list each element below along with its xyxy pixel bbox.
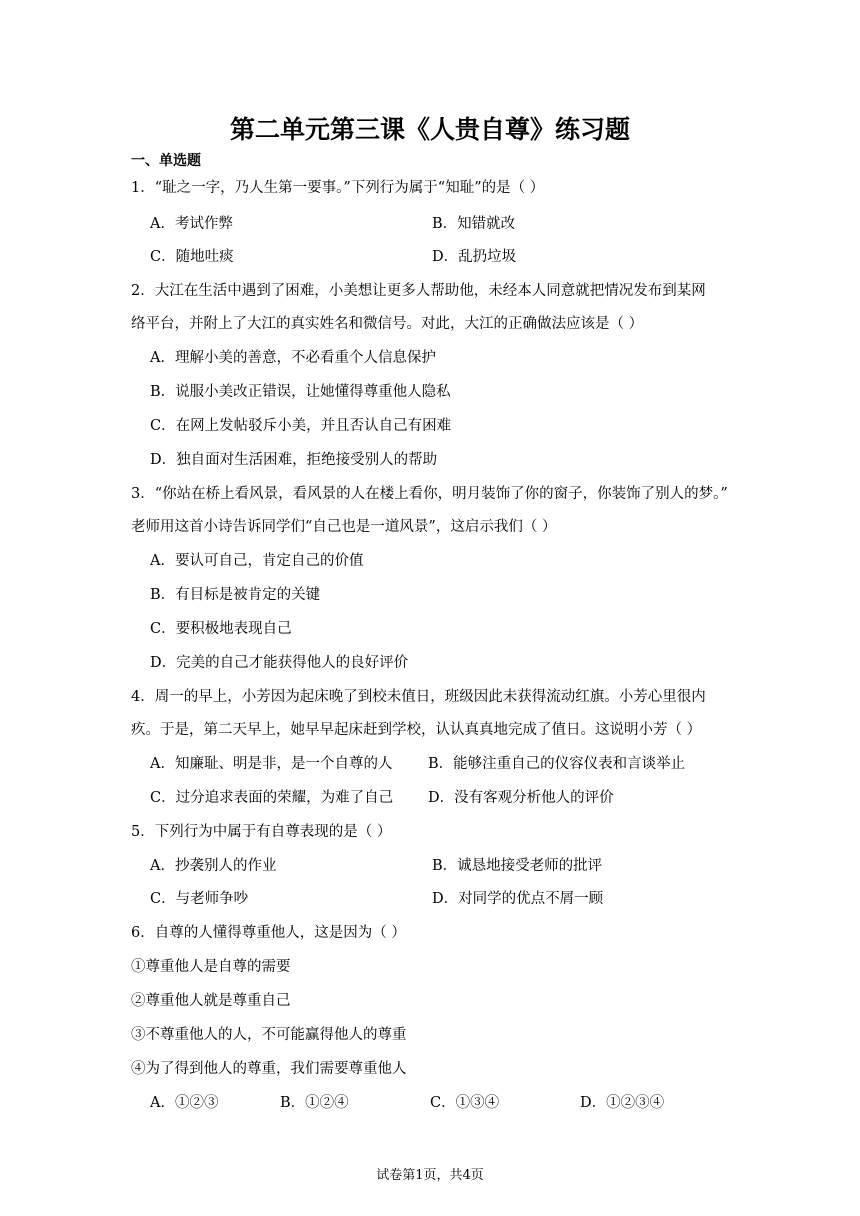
question-2-option-a: A．理解小美的善意，不必看重个人信息保护 <box>150 350 436 366</box>
question-6-option-a: A．①②③ <box>150 1095 219 1111</box>
question-1-option-b: B．知错就改 <box>432 216 516 232</box>
question-2-stem-line-2: 络平台，并附上了大江的真实姓名和微信号。对此，大江的正确做法应该是（ ） <box>131 316 644 332</box>
question-6-option-d: D．①②③④ <box>580 1095 665 1111</box>
page-footer: 试卷第1页，共4页 <box>376 1168 484 1183</box>
question-6-option-c: C．①③④ <box>430 1095 500 1111</box>
question-6-statement-3: ③不尊重他人的人，不可能赢得他人的尊重 <box>131 1027 407 1043</box>
question-5-option-d: D．对同学的优点不屑一顾 <box>432 891 604 907</box>
question-4-option-d: D．没有客观分析他人的评价 <box>428 790 614 806</box>
question-5-option-b: B．诚恳地接受老师的批评 <box>432 858 603 874</box>
question-3-stem-line-2: 老师用这首小诗告诉同学们“自己也是一道风景”，这启示我们（ ） <box>131 519 557 535</box>
question-6-option-b: B．①②④ <box>280 1095 349 1111</box>
question-4-option-b: B．能够注重自己的仪容仪表和言谈举止 <box>428 756 686 772</box>
question-6-statement-4: ④为了得到他人的尊重，我们需要尊重他人 <box>131 1061 407 1077</box>
question-6-stem: 6．自尊的人懂得尊重他人，这是因为（ ） <box>131 925 406 941</box>
question-5-stem: 5．下列行为中属于有自尊表现的是（ ） <box>131 824 392 840</box>
question-4-option-c: C．过分追求表面的荣耀，为难了自己 <box>150 790 394 806</box>
question-6-statement-1: ①尊重他人是自尊的需要 <box>131 959 291 975</box>
question-1-option-c: C．随地吐痰 <box>150 249 234 265</box>
question-3-option-c: C．要积极地表现自己 <box>150 621 292 637</box>
question-2-option-c: C．在网上发帖驳斥小美，并且否认自己有困难 <box>150 418 452 434</box>
question-2-option-d: D．独自面对生活困难，拒绝接受别人的帮助 <box>150 452 438 468</box>
question-1-stem: 1．“耻之一字，乃人生第一要事。”下列行为属于“知耻”的是（ ） <box>131 180 545 196</box>
question-5-option-a: A．抄袭别人的作业 <box>150 858 277 874</box>
question-4-option-a: A．知廉耻、明是非，是一个自尊的人 <box>150 756 393 772</box>
page-title: 第二单元第三课《人贵自尊》练习题 <box>229 115 630 144</box>
question-4-stem-line-2: 疚。于是，第二天早上，她早早起床赶到学校，认认真真地完成了值日。这说明小芳（ ） <box>131 722 702 738</box>
question-6-statement-2: ②尊重他人就是尊重自己 <box>131 993 291 1009</box>
question-1-option-d: D．乱扔垃圾 <box>432 249 517 265</box>
question-3-option-a: A．要认可自己，肯定自己的价值 <box>150 553 364 569</box>
question-5-option-c: C．与老师争吵 <box>150 891 249 907</box>
question-2-stem-line-1: 2．大江在生活中遇到了困难，小美想让更多人帮助他，未经本人同意就把情况发布到某网 <box>131 283 706 299</box>
section-heading: 一、单选题 <box>131 153 201 169</box>
question-4-stem-line-1: 4．周一的早上，小芳因为起床晚了到校未值日，班级因此未获得流动红旗。小芳心里很内 <box>131 689 706 705</box>
question-3-stem-line-1: 3．“你站在桥上看风景，看风景的人在楼上看你，明月装饰了你的窗子，你装饰了别人的梦。” <box>131 486 728 502</box>
question-3-option-d: D．完美的自己才能获得他人的良好评价 <box>150 655 409 671</box>
question-1-option-a: A．考试作弊 <box>150 216 233 232</box>
question-2-option-b: B．说服小美改正错误，让她懂得尊重他人隐私 <box>150 384 451 400</box>
question-3-option-b: B．有目标是被肯定的关键 <box>150 587 321 603</box>
